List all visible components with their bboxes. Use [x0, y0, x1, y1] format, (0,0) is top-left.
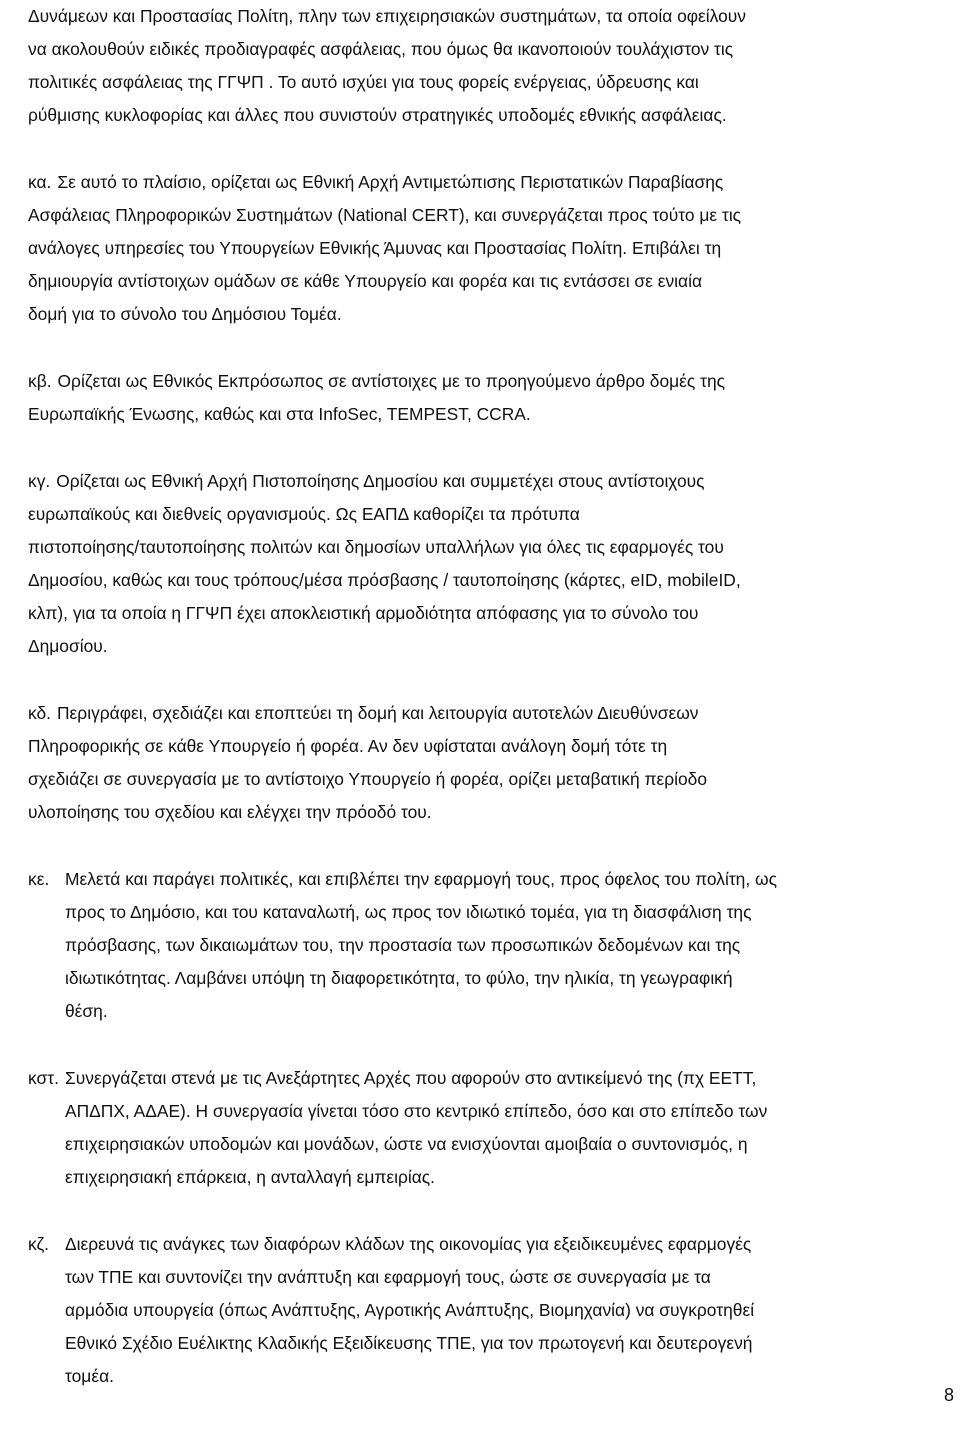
text-line: να ακολουθούν ειδικές προδιαγραφές ασφάλειας, που όμως θα ικανοποιούν τουλάχιστον τις	[28, 39, 734, 59]
text-line: Μελετά και παράγει πολιτικές, και επιβλέπει την εφαρμογή τους, προς όφελος του πολίτη, ως	[65, 869, 777, 889]
text-line: Ασφάλειας Πληροφορικών Συστημάτων (National CERT), και συνεργάζεται προς τούτο με τις	[28, 205, 742, 225]
text-line: Ορίζεται ως Εθνικός Εκπρόσωπος σε αντίστοιχες με το προηγούμενο άρθρο δομές της	[57, 371, 726, 391]
text-line: Δημοσίου.	[28, 636, 108, 656]
item-body	[57, 697, 940, 730]
item-continuation	[28, 730, 940, 829]
text-line: δομή για το σύνολο του Δημόσιου Τομέα.	[28, 304, 342, 324]
text-line: Ορίζεται ως Εθνική Αρχή Πιστοποίησης Δημοσίου και συμμετέχει στους αντίστοιχους	[56, 471, 705, 491]
text-line: ιδιωτικότητας. Λαμβάνει υπόψη τη διαφορετικότητα, το φύλο, την ηλικία, τη γεωγραφική	[65, 968, 733, 988]
list-item-kst	[28, 1062, 940, 1194]
text-line: ευρωπαϊκούς και διεθνείς οργανισμούς. Ως ΕΑΠΔ καθορίζει τα πρότυπα	[28, 504, 580, 524]
text-line: σχεδιάζει σε συνεργασία με το αντίστοιχο Υπουργείο ή φορέα, ορίζει μεταβατική περίοδο	[28, 769, 707, 789]
item-label: κδ.	[28, 703, 51, 723]
item-continuation	[28, 398, 940, 431]
text-line: Συνεργάζεται στενά με τις Ανεξάρτητες Αρχές που αφορούν στο αντικείμενό της (πχ ΕΕΤΤ,	[65, 1068, 757, 1088]
list-item-ka	[28, 166, 940, 199]
text-line: Δημοσίου, καθώς και τους τρόπους/μέσα πρόσβασης / ταυτοποίησης (κάρτες, eID, mobileID,	[28, 570, 741, 590]
item-body	[57, 166, 940, 199]
text-line: ΑΠΔΠΧ, ΑΔΑΕ). Η συνεργασία γίνεται τόσο στο κεντρικό επίπεδο, όσο και στο επίπεδο των	[65, 1101, 768, 1121]
text-line: ρύθμισης κυκλοφορίας και άλλες που συνιστούν στρατηγικές υποδομές εθνικής ασφάλειας.	[28, 105, 727, 125]
item-label: κα.	[28, 172, 52, 192]
text-line: των ΤΠΕ και συντονίζει την ανάπτυξη και εφαρμογή τους, ώστε σε συνεργασία με τα	[65, 1267, 711, 1287]
list-item-kb	[28, 365, 940, 398]
text-line: υλοποίησης του σχεδίου και ελέγχει την πρόοδό του.	[28, 802, 432, 822]
item-continuation	[28, 199, 940, 331]
list-item-kg	[28, 465, 940, 498]
list-item-kd	[28, 697, 940, 730]
item-body	[65, 1062, 940, 1194]
text-line: θέση.	[65, 1001, 108, 1021]
item-label: κε.	[28, 869, 50, 889]
intro-paragraph	[28, 0, 940, 132]
text-line: κλπ), για τα οποία η ΓΓΨΠ έχει αποκλειστική αρμοδιότητα απόφασης για το σύνολο του	[28, 603, 699, 623]
item-body	[58, 365, 940, 398]
text-line: Σε αυτό το πλαίσιο, ορίζεται ως Εθνική Αρχή Αντιμετώπισης Περιστατικών Παραβίασης	[57, 172, 724, 192]
text-line: Εθνικό Σχέδιο Ευέλικτης Κλαδικής Εξειδίκευσης ΤΠΕ, για τον πρωτογενή και δευτερογενή	[65, 1333, 753, 1353]
item-label: κστ.	[28, 1068, 59, 1088]
item-body	[65, 863, 940, 1028]
item-body	[65, 1228, 940, 1393]
text-line: Δυνάμεων και Προστασίας Πολίτη, πλην των επιχειρησιακών συστημάτων, τα οποία οφείλουν	[28, 6, 746, 26]
item-label: κγ.	[28, 471, 51, 491]
item-body	[56, 465, 940, 498]
text-line: ανάλογες υπηρεσίες του Υπουργείων Εθνικής Άμυνας και Προστασίας Πολίτη. Επιβάλει τη	[28, 238, 722, 258]
item-label: κβ.	[28, 371, 52, 391]
text-line: Περιγράφει, σχεδιάζει και εποπτεύει τη δομή και λειτουργία αυτοτελών Διευθύνσεων	[57, 703, 699, 723]
item-label: κζ.	[28, 1234, 49, 1254]
text-line: αρμόδια υπουργεία (όπως Ανάπτυξης, Αγροτικής Ανάπτυξης, Βιομηχανία) να συγκροτηθεί	[65, 1300, 755, 1320]
text-line: επιχειρησιακή επάρκεια, η ανταλλαγή εμπειρίας.	[65, 1167, 435, 1187]
text-line: δημιουργία αντίστοιχων ομάδων σε κάθε Υπουργείο και φορέα και τις εντάσσει σε ενιαία	[28, 271, 702, 291]
text-line: επιχειρησιακών υποδομών και μονάδων, ώστε να ενισχύονται αμοιβαία ο συντονισμός, η	[65, 1134, 748, 1154]
text-line: προς το Δημόσιο, και του καταναλωτή, ως προς τον ιδιωτικό τομέα, για τη διασφάλιση της	[65, 902, 752, 922]
list-item-kz	[28, 1228, 940, 1393]
page-number: 8	[943, 1385, 954, 1405]
text-line: πολιτικές ασφάλειας της ΓΓΨΠ . Το αυτό ισχύει για τους φορείς ενέργειας, ύδρευσης και	[28, 72, 699, 92]
text-line: πιστοποίησης/ταυτοποίησης πολιτών και δημοσίων υπαλλήλων για όλες τις εφαρμογές του	[28, 537, 724, 557]
item-continuation	[28, 498, 940, 663]
text-line: Πληροφορικής σε κάθε Υπουργείο ή φορέα. Αν δεν υφίσταται ανάλογη δομή τότε τη	[28, 736, 668, 756]
document-page	[28, 0, 940, 1393]
text-line: τομέα.	[65, 1366, 114, 1386]
text-line: Ευρωπαϊκής Ένωσης, καθώς και στα InfoSec, TEMPEST, CCRA.	[28, 404, 531, 424]
list-item-ke	[28, 863, 940, 1028]
text-line: πρόσβασης, των δικαιωμάτων του, την προστασία των προσωπικών δεδομένων και της	[65, 935, 741, 955]
text-line: Διερευνά τις ανάγκες των διαφόρων κλάδων της οικονομίας για εξειδικευμένες εφαρμογές	[65, 1234, 752, 1254]
